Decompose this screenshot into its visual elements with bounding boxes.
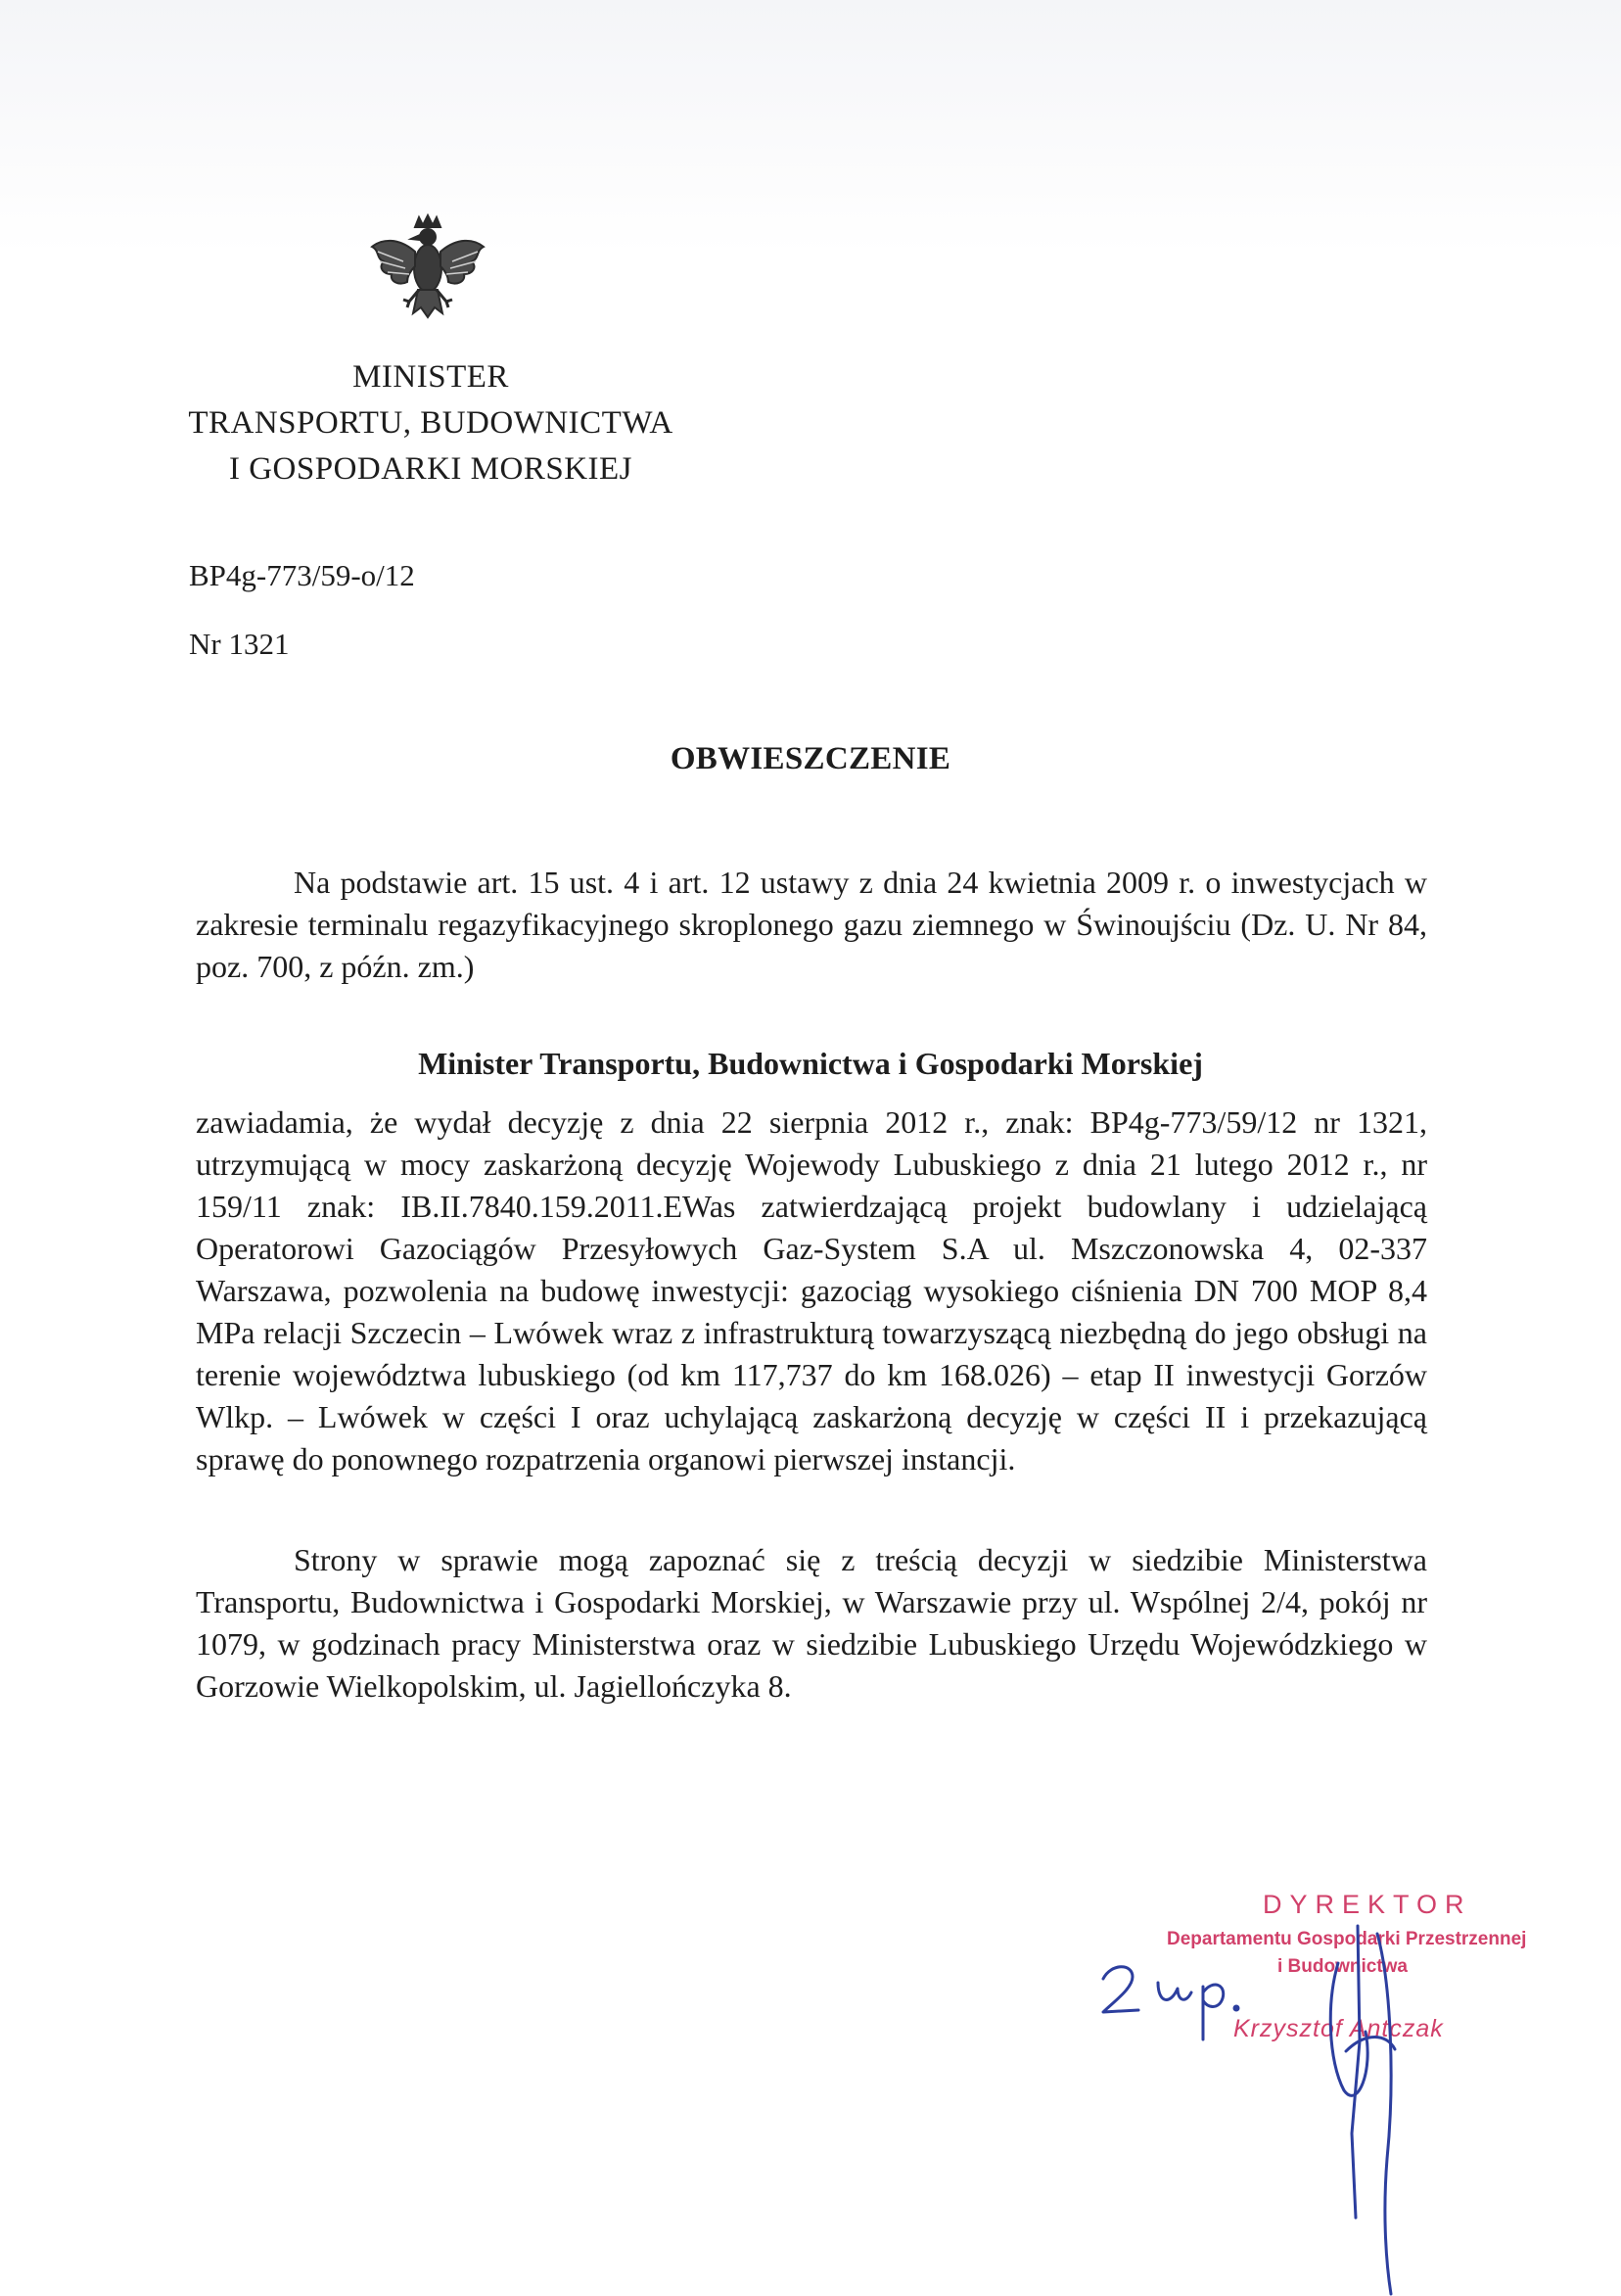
stamp-department: Departamentu Gospodarki Przestrzennej: [1167, 1929, 1527, 1949]
document-title: OBWIESZCZENIE: [670, 741, 951, 776]
document-number: Nr 1321: [189, 627, 290, 661]
stamp-title: DYREKTOR: [1263, 1890, 1472, 1919]
decision-paragraph: zawiadamia, że wydał decyzję z dnia 22 sierpnia 2012 r., znak: BP4g-773/59/12 nr 1321, utrzymującą w mocy zaskarżoną decyzję Wojewody Lubuskiego z dnia 21 lutego 2012 r., nr 159/11 znak: IB.II.7840.159.2011.EWas zatwierdzającą projekt budowlany i udzielającą Operatorowi Gazociągów Przesyłowych Gaz-System S.A ul. Mszczonowska 4, 02-337 Warszawa, pozwolenia na budowę inwestycji: gazociąg wysokiego ciśnienia DN 700 MOP 8,4 MPa relacji Szczecin – Lwówek wraz z infrastrukturą towarzyszącą niezbędną do jego obsługi na terenie województwa lubuskiego (od km 117,737 do km 168.026) – etap II inwestycji Gorzów Wlkp. – Lwówek w części I oraz uchylającą zaskarżoną decyzję w części II i przekazującą sprawę do ponownego rozpatrzenia organowi pierwszej instancji.: [196, 1104, 1427, 1476]
authority-line-2: TRANSPORTU, BUDOWNICTWA: [188, 405, 673, 441]
authority-line-3: I GOSPODARKI MORSKIEJ: [228, 451, 633, 487]
reference-number: BP4g-773/59-o/12: [189, 558, 415, 592]
polish-eagle-emblem-icon: [364, 208, 491, 335]
stamp-division: i Budownictwa: [1277, 1956, 1408, 1977]
stamp-name: Krzysztof Antczak: [1233, 2015, 1444, 2042]
handwritten-signature: [1101, 1924, 1414, 2296]
minister-heading: Minister Transportu, Budownictwa i Gospodarki Morskiej: [418, 1046, 1203, 1081]
parties-paragraph: Strony w sprawie mogą zapoznać się z treścią decyzji w siedzibie Ministerstwa Transportu, Budownictwa i Gospodarki Morskiej, w Warszawie przy ul. Wspólnej 2/4, pokój nr 1079, w godzinach pracy Ministerstwa oraz w siedzibie Lubuskiego Urzędu Wojewódzkiego w Gorzowie Wielkopolskim, ul. Jagiellończyka 8.: [196, 1542, 1427, 1704]
legal-basis-paragraph: Na podstawie art. 15 ust. 4 i art. 12 ustawy z dnia 24 kwietnia 2009 r. o inwestycjach w zakresie terminalu regazyfikacyjnego skroplonego gazu ziemnego w Świnoujściu (Dz. U. Nr 84, poz. 700, z późn. zm.): [196, 865, 1427, 984]
issuing-authority: [176, 354, 685, 492]
authority-line-1: MINISTER: [352, 359, 509, 395]
